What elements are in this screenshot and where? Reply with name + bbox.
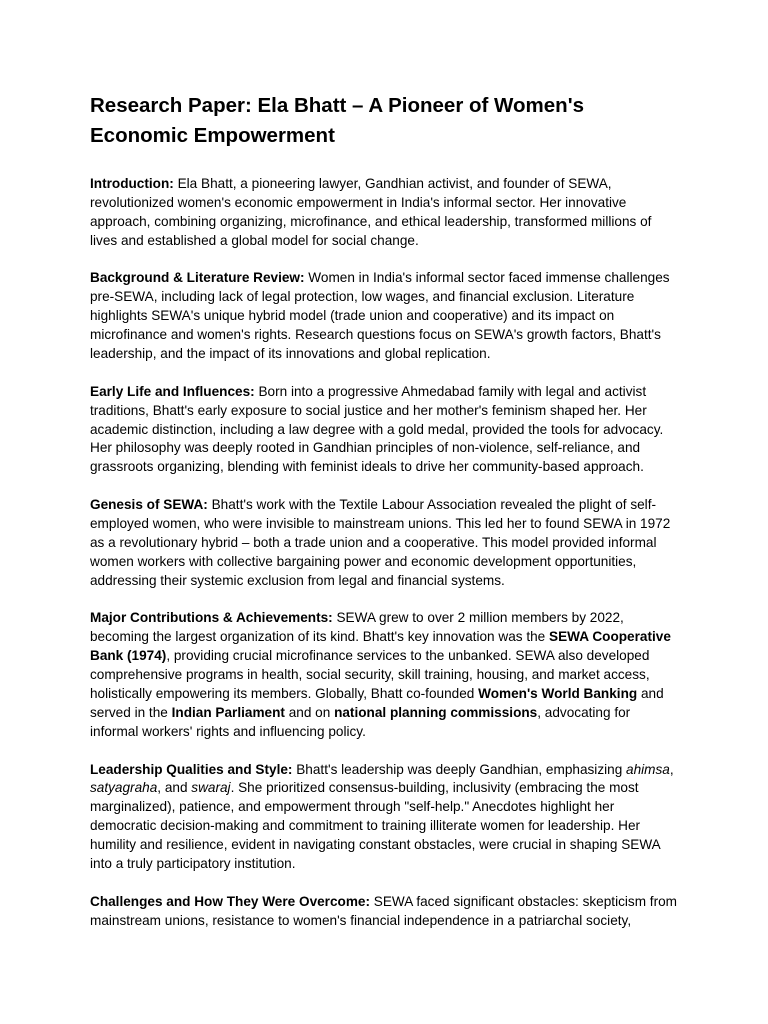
section-text: Women in India's informal sector faced immense challenges pre-SEWA, including lack of legal protection, low wages, and financial exclusion. Literature highlights SEWA's unique hybrid model (trade union and cooperative) and its impact on microfinance and women's rights. Research questions focus on SEWA's growth factors, Bhatt's leadership, and the impact of its innovations and global replication. <box>90 270 670 362</box>
section-challenges <box>90 893 682 931</box>
section-heading: Genesis of SEWA: <box>90 497 208 513</box>
section-text: , providing crucial microfinance services to the unbanked. SEWA also developed comprehensive programs in health, social security, skill training, housing, and market access, holistically empowering its members. Globally, Bhatt co-founded <box>90 648 650 702</box>
section-heading: Introduction: <box>90 176 174 191</box>
section-text: SEWA faced significant obstacles: skepticism from mainstream unions, resistance to women's financial independence in a patriarchal society, <box>90 893 677 928</box>
section-text: Born into a progressive Ahmedabad family with legal and activist traditions, Bhatt's early exposure to social justice and her mother's feminism shaped her. Her academic distinction, including a law degree with a gold medal, provided the tools for advocacy. Her philosophy was deeply rooted in Gandhian principles of non-violence, self-reliance, and grassroots organizing, blending with feminist ideals to drive her community-based approach. <box>90 383 664 475</box>
section-heading: Challenges and How They Were Overcome: <box>90 893 371 909</box>
italic-term: ahimsa <box>626 761 670 777</box>
section-text: Bhatt's work with the Textile Labour Association revealed the plight of self-employed women, who were invisible to mainstream unions. This led her to found SEWA in 1972 as a revolutionary hybrid – both a trade union and a cooperative. This model provided informal women workers with collective bargaining power and economic development opportunities, addressing their systemic exclusion from legal and financial systems. <box>90 497 671 588</box>
emphasis-term: Women's World Banking <box>478 686 638 702</box>
section-introduction <box>90 175 682 251</box>
emphasis-term: SEWA Cooperative Bank (1974) <box>90 629 671 664</box>
section-text: , and <box>157 780 192 796</box>
italic-term: satyagraha <box>90 780 158 796</box>
section-text: SEWA grew to over 2 million members by 2022, becoming the largest organization of its kind. Bhatt's key innovation was the <box>90 610 624 645</box>
page-title: Research Paper: Ela Bhatt – A Pioneer of Women's Economic Empowerment <box>90 94 584 147</box>
section-text: Bhatt's leadership was deeply Gandhian, emphasizing <box>292 761 627 777</box>
section-text: Ela Bhatt, a pioneering lawyer, Gandhian activist, and founder of SEWA, revolutionized women's economic empowerment in India's informal sector. Her innovative approach, combining organizing, microfinance, and ethical leadership, transformed millions of lives and established a global model for social change. <box>90 176 652 248</box>
section-leadership <box>90 761 682 874</box>
section-heading: Background & Literature Review: <box>90 270 305 286</box>
section-text: , advocating for informal workers' rights and influencing policy. <box>90 704 631 739</box>
section-text: , <box>669 761 674 777</box>
section-text: . She prioritized consensus-building, inclusivity (embracing the most marginalized), patience, and empowerment through "self-help." Anecdotes highlight her democratic decision-making and commitment to training illiterate women for leadership. Her humility and resilience, evident in navigating constant obstacles, were crucial in shaping SEWA into a truly participatory institution. <box>90 780 660 872</box>
section-background <box>90 269 682 364</box>
section-contributions <box>90 609 682 741</box>
section-text: and on <box>284 704 335 720</box>
section-text: and served in the <box>90 686 664 720</box>
document-page <box>90 91 682 949</box>
emphasis-term: national planning commissions <box>334 704 538 720</box>
section-heading: Major Contributions & Achievements: <box>90 610 333 626</box>
section-heading: Leadership Qualities and Style: <box>90 761 293 777</box>
italic-term: swaraj <box>191 780 231 796</box>
section-genesis <box>90 496 682 591</box>
section-early-life <box>90 383 682 478</box>
section-heading: Early Life and Influences: <box>90 383 255 399</box>
emphasis-term: Indian Parliament <box>171 704 285 720</box>
